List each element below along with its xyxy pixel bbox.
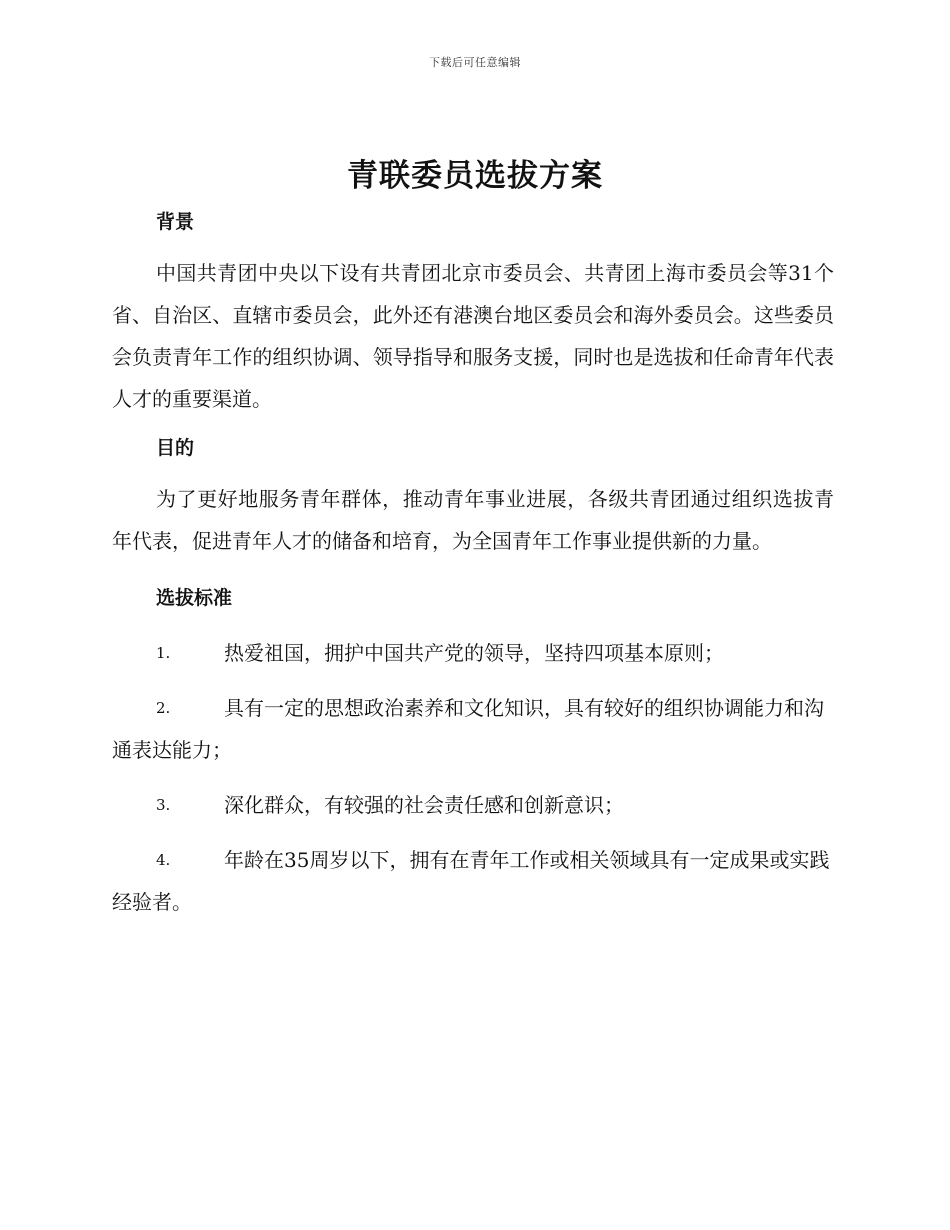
criteria-list: [112, 632, 834, 923]
criteria-text: 热爱祖国，拥护中国共产党的领导，坚持四项基本原则；: [224, 641, 724, 665]
criteria-number: 3.: [156, 796, 171, 814]
criteria-item-3: [112, 784, 834, 826]
criteria-number: 2.: [156, 699, 171, 717]
heading-purpose: 目的: [156, 437, 195, 459]
criteria-text: 具有一定的思想政治素养和文化知识，具有较好的组织协调能力和沟通表达能力；: [112, 696, 824, 762]
criteria-text: 深化群众，有较强的社会责任感和创新意识；: [224, 793, 624, 817]
document-body: [112, 204, 834, 936]
heading-background: 背景: [156, 211, 195, 233]
criteria-number: 1.: [156, 644, 171, 662]
document-title: 青联委员选拔方案: [347, 158, 603, 194]
heading-criteria: 选拔标准: [156, 587, 233, 609]
criteria-number: 4.: [156, 851, 171, 869]
paragraph-background: 中国共青团中央以下设有共青团北京市委员会、共青团上海市委员会等31个省、自治区、直辖市委员会，此外还有港澳台地区委员会和海外委员会。这些委员会负责青年工作的组织协调、领导指导和服务支援，同时也是选拔和任命青年代表人才的重要渠道。: [112, 261, 834, 411]
criteria-item-1: [112, 632, 834, 674]
criteria-text: 年龄在35周岁以下，拥有在青年工作或相关领域具有一定成果或实践经验者。: [112, 848, 830, 914]
paragraph-purpose: 为了更好地服务青年群体，推动青年事业进展，各级共青团通过组织选拔青年代表，促进青年人才的储备和培育，为全国青年工作事业提供新的力量。: [112, 487, 834, 553]
criteria-item-4: [112, 839, 834, 923]
header-note: 下载后可任意编辑: [429, 56, 521, 69]
criteria-item-2: [112, 687, 834, 771]
